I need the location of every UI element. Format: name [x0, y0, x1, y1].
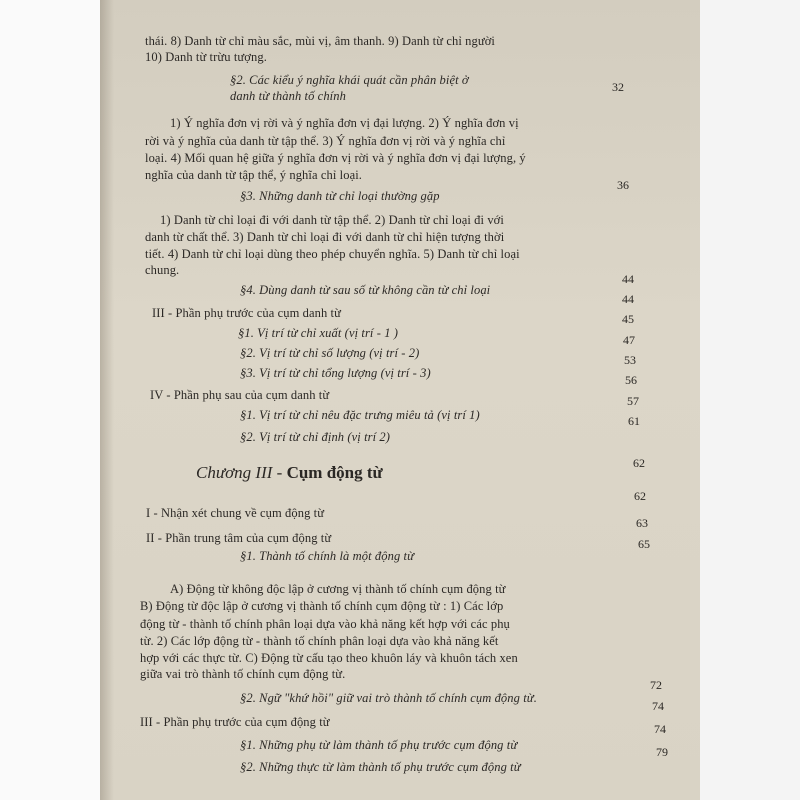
toc-page-63: 63 — [636, 516, 648, 530]
toc-entry-sec4: §4. Dùng danh từ sau số từ không cần từ chỉ loại — [240, 283, 491, 297]
sec2-title-line-2: danh từ thành tố chính — [230, 89, 346, 103]
chapter-prefix: Chương III - — [196, 463, 287, 482]
toc-page-74a: 74 — [652, 699, 664, 713]
toc-page-74b: 74 — [654, 722, 666, 736]
toc-entry-II-phan-trung-tam: II - Phần trung tâm của cụm động từ — [146, 531, 332, 545]
toc-page-65: 65 — [638, 537, 650, 551]
toc-page-72: 72 — [650, 678, 662, 692]
chapter-page-number: 62 — [633, 456, 645, 470]
para3-line-4: từ. 2) Các lớp động từ - thành tố chính phân loại dựa vào khả năng kết — [140, 634, 499, 648]
toc-entry-III-phan-phu-truoc-dong-tu: III - Phần phụ trước của cụm động từ — [140, 715, 330, 729]
top-para-line-2: 10) Danh từ trừu tượng. — [145, 50, 267, 64]
sec2-title-line-1: §2. Các kiểu ý nghĩa khái quát cần phân biệt ở — [230, 73, 469, 87]
para3-line-3: động từ - thành tố chính phân loại dựa vào khả năng kết hợp với các phụ — [140, 617, 510, 631]
toc-page-79: 79 — [656, 745, 668, 759]
toc-entry-phu-tu-lam-thanh-to: §1. Những phụ từ làm thành tố phụ trước cụm động từ — [240, 738, 518, 752]
toc-entry-vi-tri-tong-luong: §3. Vị trí từ chỉ tổng lượng (vị trí - 3) — [240, 366, 431, 380]
chapter-title: Cụm động từ — [286, 463, 383, 482]
toc-entry-vi-tri-nieu-dac-trung: §1. Vị trí từ chỉ nêu đặc trưng miêu tả (vị trí 1) — [240, 408, 480, 422]
para2-line-4: chung. — [145, 263, 180, 277]
toc-entry-thuc-tu-lam-thanh-to: §2. Những thực từ làm thành tố phụ trước cụm động từ — [240, 760, 521, 774]
toc-page-47: 47 — [623, 333, 635, 347]
para2-line-2: danh từ chất thể. 3) Danh từ chỉ loại đi với danh từ chỉ hiện tượng thời — [145, 230, 505, 244]
para3-line-1: A) Động từ không độc lập ở cương vị thành tố chính cụm động từ — [170, 582, 506, 596]
para1-line-3: loại. 4) Mối quan hệ giữa ý nghĩa đơn vị rời và ý nghĩa đơn vị đại lượng, ý — [145, 151, 526, 165]
toc-page-44a: 44 — [622, 272, 634, 286]
para1-line-4: nghĩa của danh từ tập thể, ý nghĩa chỉ loại. — [145, 168, 363, 182]
toc-entry-I-nhan-xet-chung: I - Nhận xét chung về cụm động từ — [146, 506, 325, 520]
sec3-title: §3. Những danh từ chỉ loại thường gặp — [240, 189, 440, 203]
toc-page-57: 57 — [627, 394, 639, 408]
toc-entry-vi-tri-chi-dinh: §2. Vị trí từ chỉ định (vị trí 2) — [240, 430, 391, 444]
toc-entry-IV-phan-phu-sau: IV - Phần phụ sau của cụm danh từ — [150, 388, 330, 402]
toc-entry-vi-tri-so-luong: §2. Vị trí từ chỉ số lượng (vị trí - 2) — [240, 346, 420, 360]
toc-page-44b: 44 — [622, 292, 634, 306]
para2-line-3: tiết. 4) Danh từ chỉ loại dùng theo phép chuyển nghĩa. 5) Danh từ chỉ loại — [145, 247, 520, 261]
toc-entry-vi-tri-chi-xuat: §1. Vị trí từ chỉ xuất (vị trí - 1 ) — [238, 326, 399, 340]
sec3-page-number: 36 — [617, 178, 629, 192]
book-page — [100, 0, 700, 800]
toc-page-53: 53 — [624, 353, 636, 367]
para1-line-2: rời và ý nghĩa của danh từ tập thể. 3) Ý nghĩa đơn vị rời và ý nghĩa chỉ — [145, 134, 506, 148]
toc-page-62: 62 — [634, 489, 646, 503]
toc-page-56: 56 — [625, 373, 637, 387]
top-para-line-1: thái. 8) Danh từ chỉ màu sắc, mùi vị, âm thanh. 9) Danh từ chỉ người — [145, 34, 495, 48]
toc-entry-thanh-to-chinh-dong-tu: §1. Thành tố chính là một động từ — [240, 549, 415, 563]
sec2-page-number: 32 — [612, 80, 624, 94]
para3-line-2: B) Động từ độc lập ở cương vị thành tố chính cụm động từ : 1) Các lớp — [140, 599, 504, 613]
chapter-heading — [196, 463, 383, 483]
para3-line-6: giữa vai trò thành tố chính cụm động từ. — [140, 667, 346, 681]
para1-line-1: 1) Ý nghĩa đơn vị rời và ý nghĩa đơn vị đại lượng. 2) Ý nghĩa đơn vị — [170, 116, 519, 130]
toc-page-61: 61 — [628, 414, 640, 428]
toc-page-45: 45 — [622, 312, 634, 326]
toc-entry-ngu-khu-hoi: §2. Ngữ "khứ hồi" giữ vai trò thành tố chính cụm động từ. — [240, 691, 537, 705]
toc-entry-III-phan-phu-truoc: III - Phần phụ trước của cụm danh từ — [152, 306, 341, 320]
para3-line-5: hợp với các thực từ. C) Động từ cấu tạo theo khuôn láy và khuôn tách xen — [140, 651, 518, 665]
para2-line-1: 1) Danh từ chỉ loại đi với danh từ tập thể. 2) Danh từ chỉ loại đi với — [160, 213, 504, 227]
